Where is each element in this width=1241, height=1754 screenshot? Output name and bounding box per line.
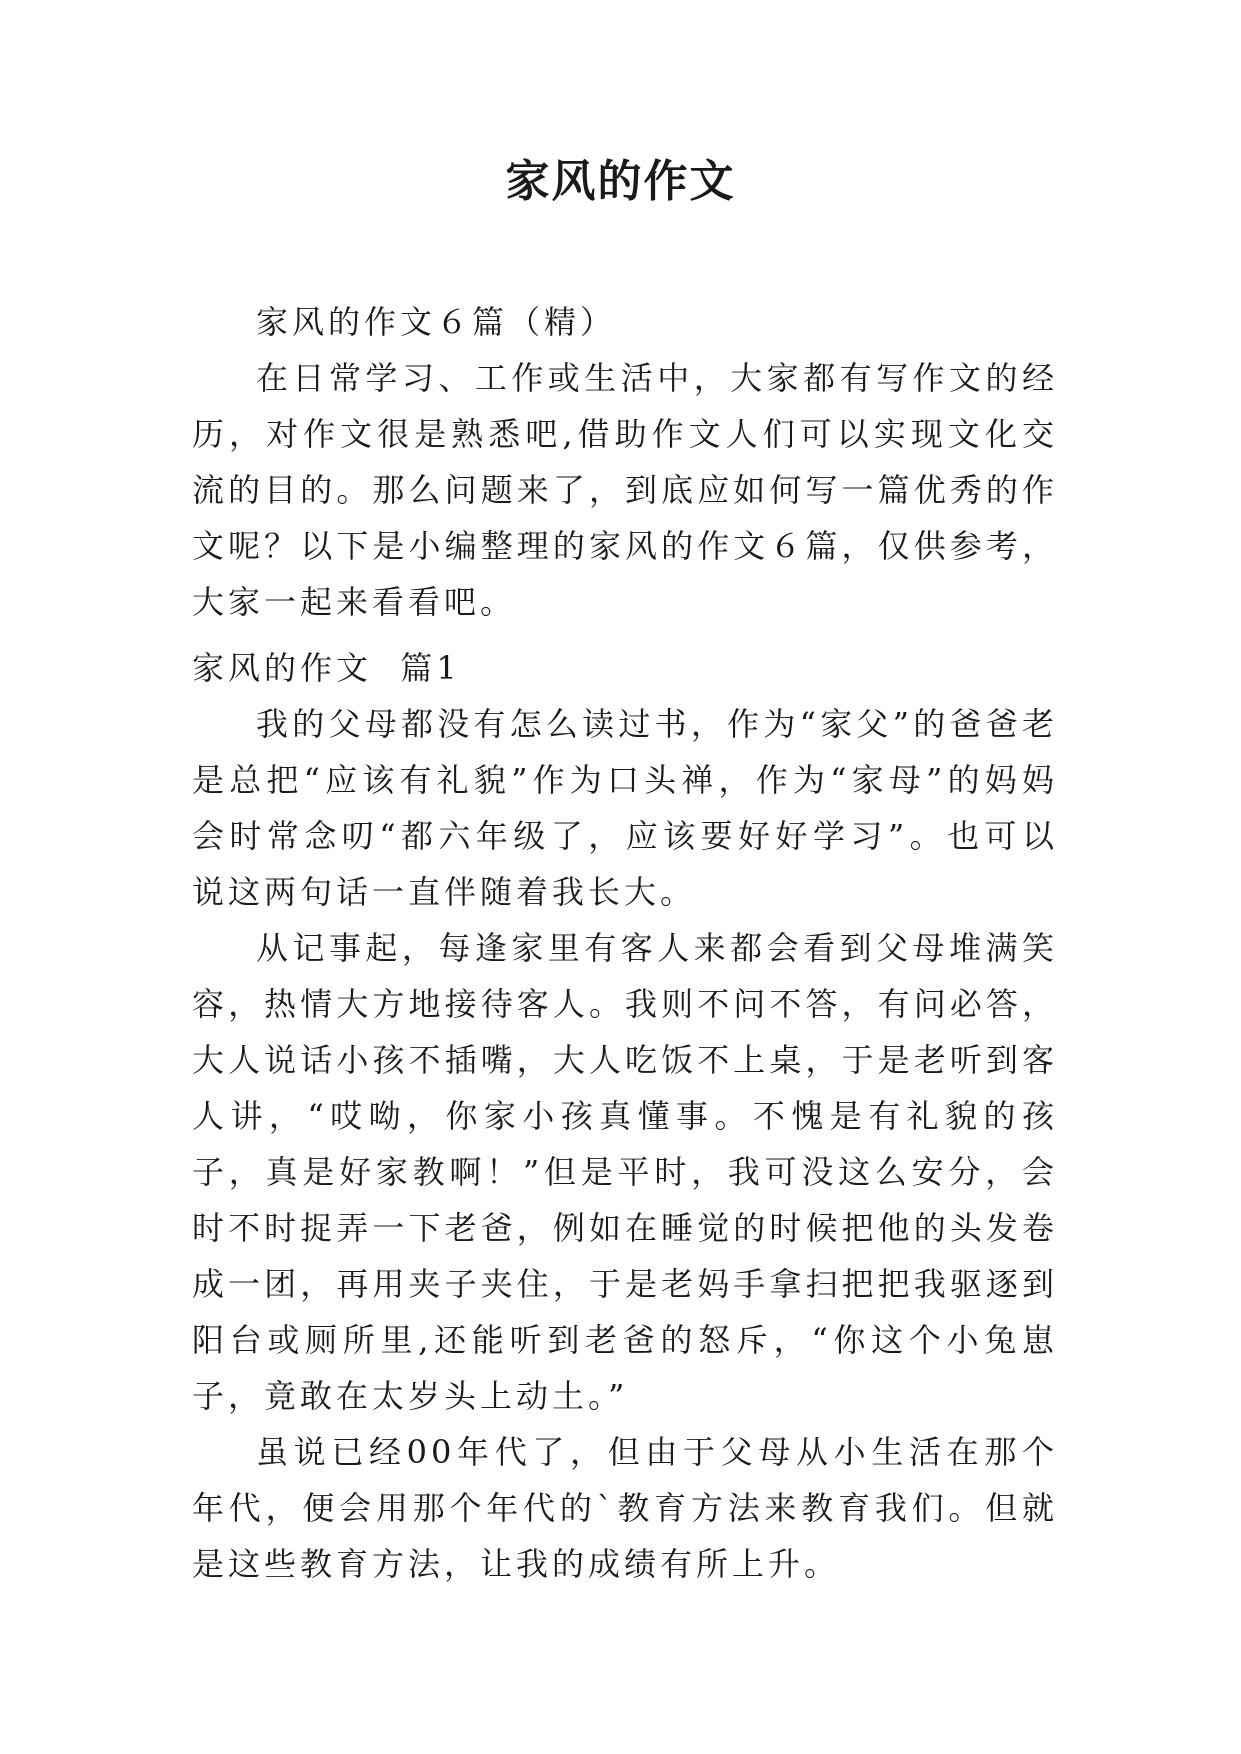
intro-block (192, 294, 1058, 630)
essay-body (192, 696, 1058, 1592)
intro-paragraph: 在日常学习、工作或生活中，大家都有写作文的经历，对作文很是熟悉吧,借助作文人们可以实现文化交流的目的。那么问题来了，到底应如何写一篇优秀的作文呢？以下是小编整理的家风的作文６篇，仅供参考，大家一起来看看吧。 (192, 359, 1058, 621)
document-subtitle: 家风的作文６篇（精） (256, 303, 617, 341)
essay-paragraph-3: 虽说已经00年代了，但由于父母从小生活在那个年代，便会用那个年代的`教育方法来教育我们。但就是这些教育方法，让我的成绩有所上升。 (192, 1433, 1058, 1583)
essay-paragraph-1: 我的父母都没有怎么读过书，作为“家父”的爸爸老是总把“应该有礼貌”作为口头禅，作为“家母”的妈妈会时常念叨“都六年级了，应该要好好学习”。也可以说这两句话一直伴随着我长大。 (192, 705, 1058, 911)
document-title: 家风的作文 (505, 156, 736, 207)
section-heading-wrap (192, 640, 1058, 696)
essay-paragraph-2: 从记事起，每逢家里有客人来都会看到父母堆满笑容，热情大方地接待客人。我则不问不答，有问必答，大人说话小孩不插嘴，大人吃饭不上桌，于是老听到客人讲，“哎呦，你家小孩真懂事。不愧是有礼貌的孩子，真是好家教啊！”但是平时，我可没这么安分，会时不时捉弄一下老爸，例如在睡觉的时候把他的头发卷成一团，再用夹子夹住，于是老妈手拿扫把把我驱逐到阳台或厕所里,还能听到老爸的怒斥，“你这个小兔崽子，竟敢在太岁头上动土。” (192, 929, 1058, 1415)
section-heading: 家风的作文 篇1 (192, 649, 461, 687)
